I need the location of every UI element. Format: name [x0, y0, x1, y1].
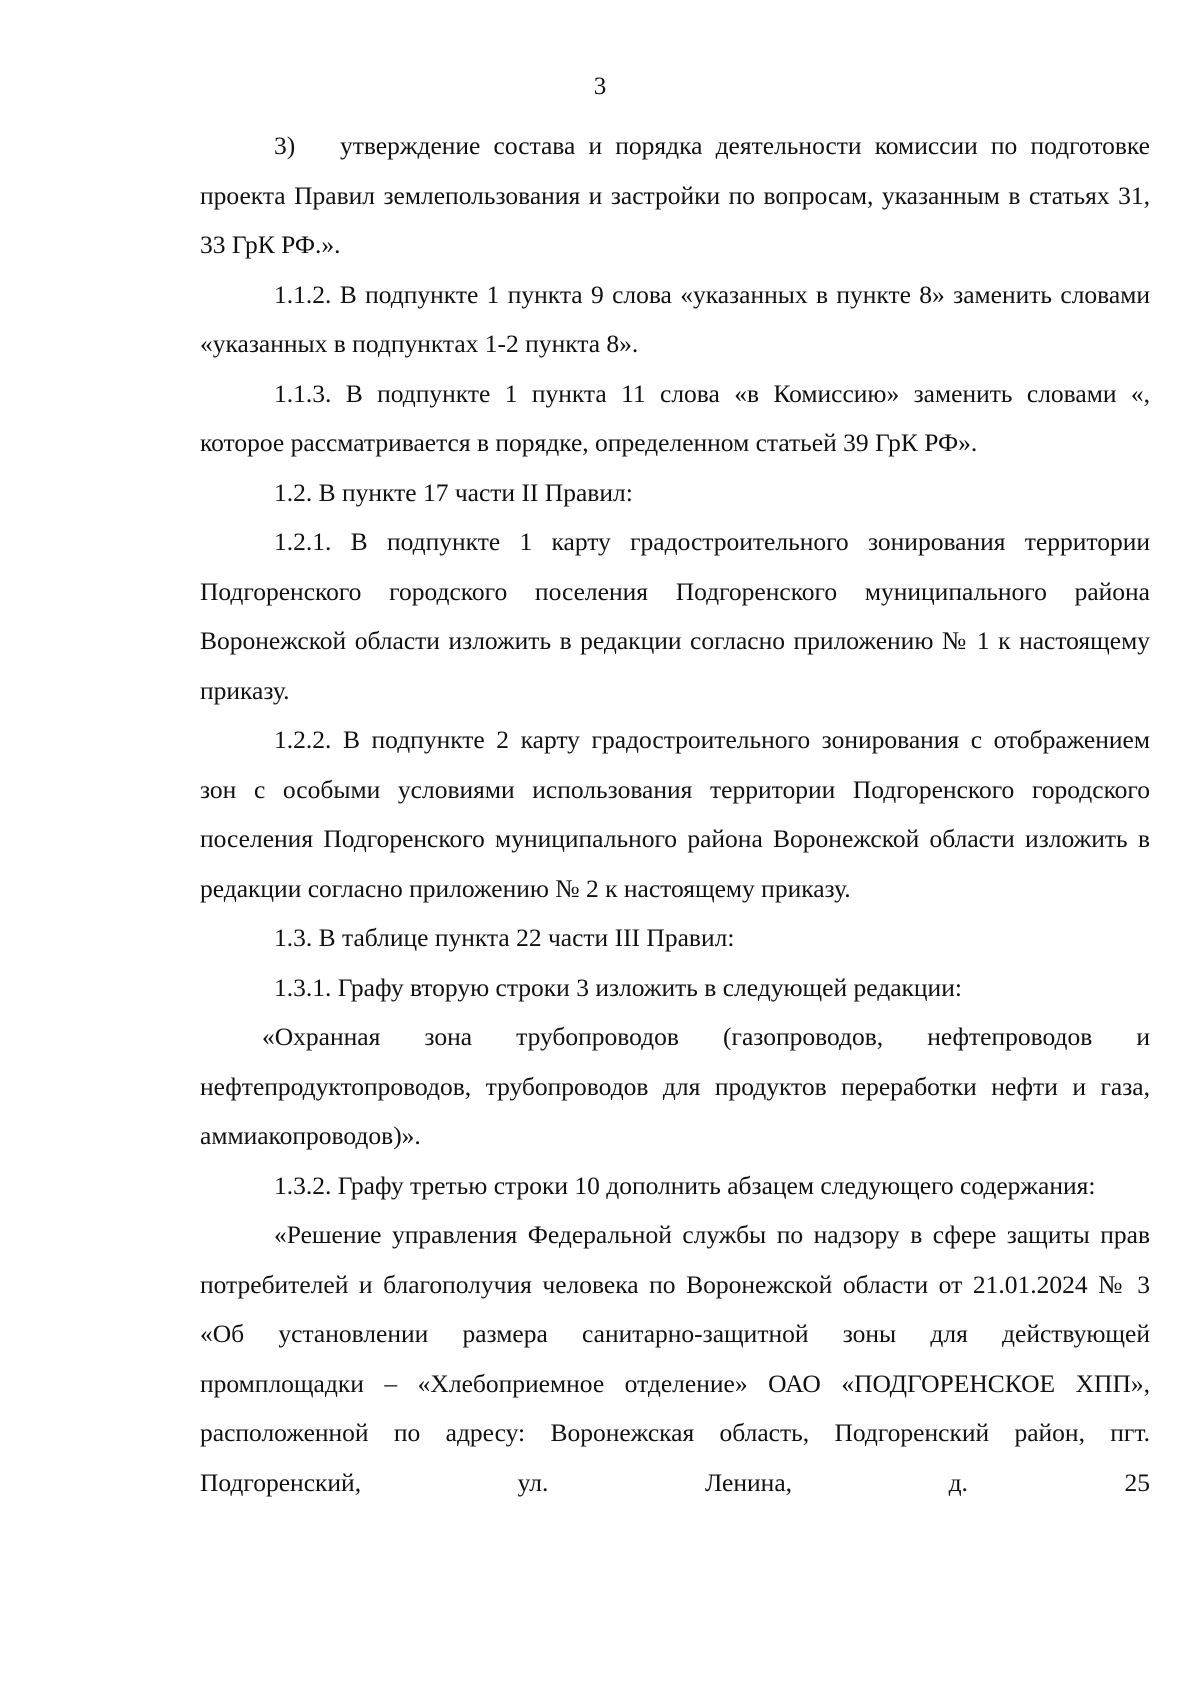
list-item-number: 3): [274, 131, 296, 160]
page-number: 3: [593, 73, 607, 100]
paragraph-1-2-2: 1.2.2. В подпункте 2 карту градостроительного зонирования с отображением зон с особыми условиями использования территории Подгоренского городского поселения Подгоренского муниципального района Воронежской области изложить в редакции согласно приложению № 2 к настоящему приказу.: [200, 725, 1150, 903]
document-body: [200, 121, 1150, 1507]
paragraph-1-1-3: 1.1.3. В подпункте 1 пункта 11 слова «в Комиссию» заменить словами «, которое рассматривается в порядке, определенном статьей 39 ГрК РФ».: [200, 378, 1150, 457]
quoted-paragraph-decision: «Решение управления Федеральной службы по надзору в сфере защиты прав потребителей и благополучия человека по Воронежской области от 21.01.2024 № 3 «Об установлении размера санитарно-защитной зоны для действующей промплощадки – «Хлебоприемное отделение» ОАО «ПОДГОРЕНСКОЕ ХПП», расположенной по адресу: Воронежская область, Подгоренский район, пгт. Подгоренский, ул. Ленина, д. 25: [200, 1220, 1150, 1497]
paragraph-1-2: 1.2. В пункте 17 части II Правил:: [274, 477, 633, 507]
paragraph-text: утверждение состава и порядка деятельности комиссии по подготовке проекта Правил землепользования и застройки по вопросам, указанным в статьях 31, 33 ГрК РФ.».: [200, 131, 1150, 259]
paragraph-1-3-2: 1.3.2. Графу третью строки 10 дополнить абзацем следующего содержания:: [274, 1170, 1096, 1200]
paragraph-1-1-2: 1.1.2. В подпункте 1 пункта 9 слова «указанных в пункте 8» заменить словами «указанных в подпунктах 1-2 пункта 8».: [200, 279, 1150, 358]
paragraph-1-3: 1.3. В таблице пункта 22 части III Правил:: [274, 923, 735, 952]
paragraph-item-3: [200, 121, 1150, 270]
paragraph-1-2-1: 1.2.1. В подпункте 1 карту градостроительного зонирования территории Подгоренского городского поселения Подгоренского муниципального района Воронежской области изложить в редакции согласно приложению № 1 к настоящему приказу.: [200, 527, 1150, 705]
quoted-paragraph-protection-zone: «Охранная зона трубопроводов (газопроводов, нефтепроводов и нефтепродуктопроводов, трубопроводов для продуктов переработки нефти и газа, аммиакопроводов)».: [200, 1022, 1150, 1150]
paragraph-1-3-1: 1.3.1. Графу вторую строки 3 изложить в следующей редакции:: [274, 972, 962, 1002]
